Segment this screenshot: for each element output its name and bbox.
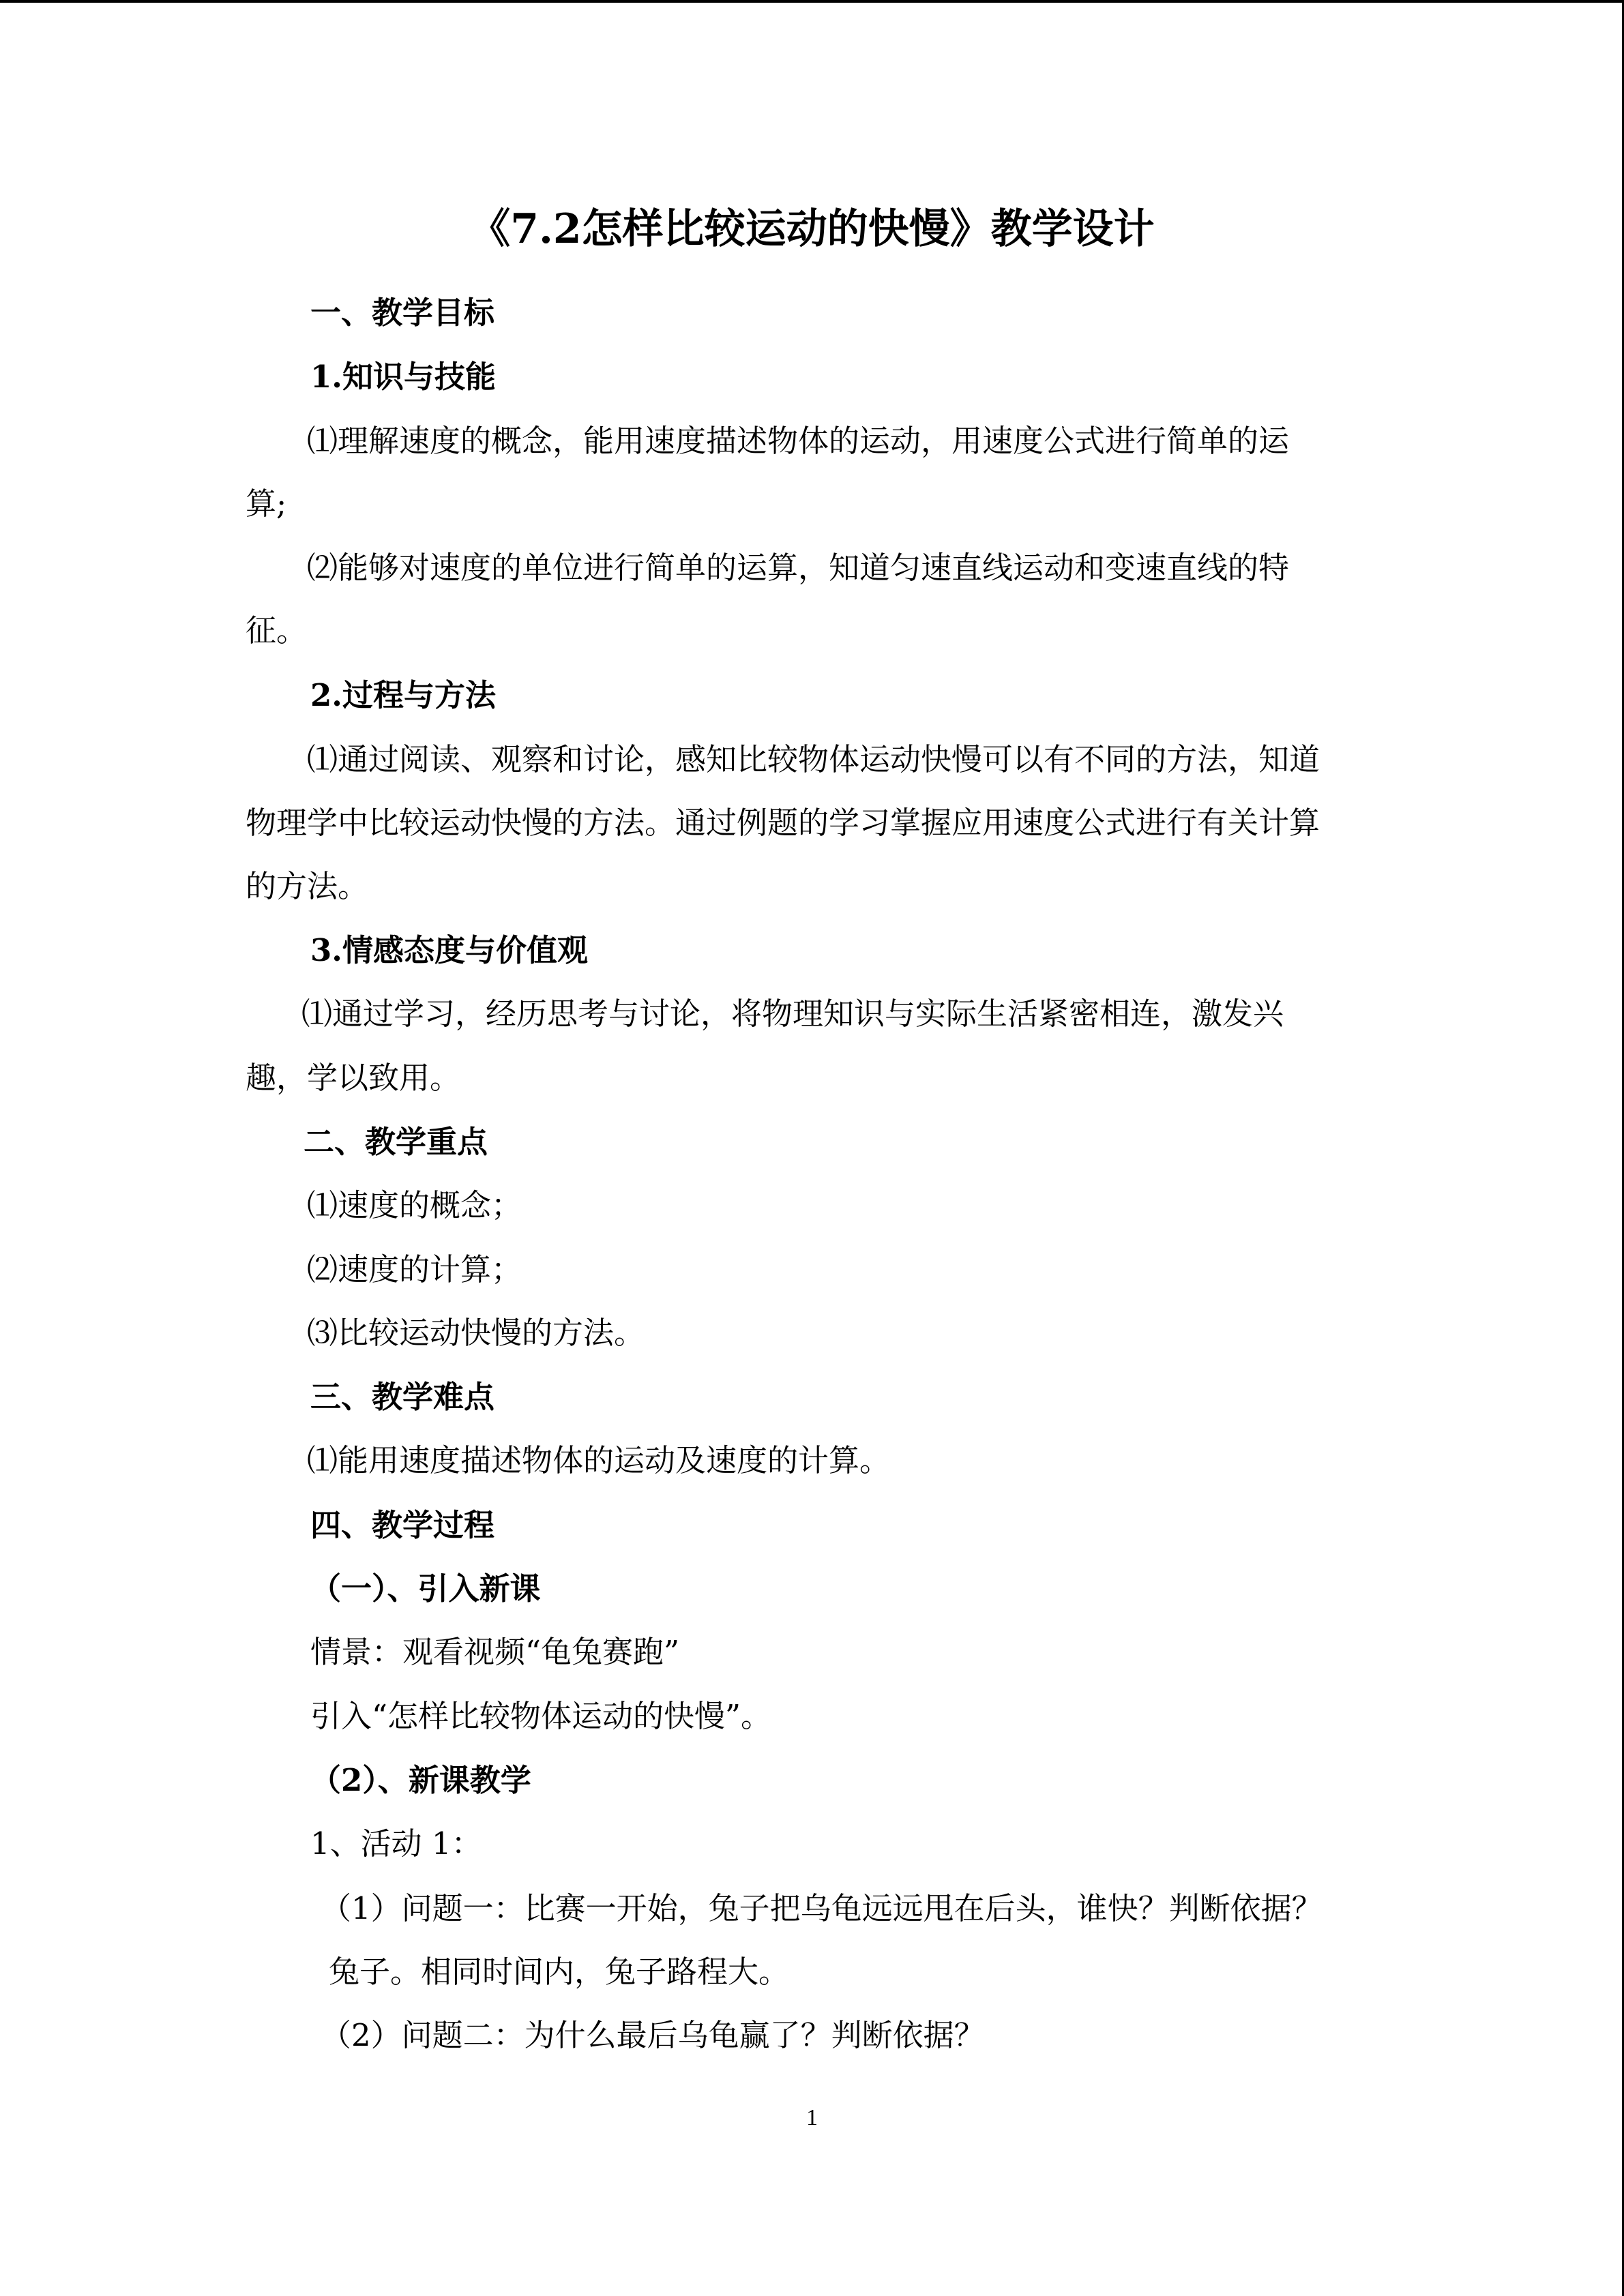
paragraph-line: 趣，学以致用。 (246, 1060, 461, 1096)
subheading-new-lesson: （2）、新课教学 (310, 1762, 531, 1798)
paragraph-line: 的方法。 (246, 868, 369, 904)
heading-teaching-process: 四、教学过程 (310, 1507, 495, 1543)
paragraph-line: ⑵能够对速度的单位进行简单的运算，知道匀速直线运动和变速直线的特 (307, 550, 1290, 586)
subheading-introduction: （一）、引入新课 (310, 1570, 541, 1607)
page-number: 1 (806, 2105, 818, 2130)
paragraph-line: 征。 (246, 612, 308, 648)
list-item: ⑴能用速度描述物体的运动及速度的计算。 (307, 1442, 891, 1478)
paragraph-line: ⑴理解速度的概念，能用速度描述物体的运动，用速度公式进行简单的运 (307, 423, 1290, 459)
list-item: ⑵速度的计算； (307, 1251, 522, 1287)
paragraph-line: ⑴通过学习，经历思考与讨论，将物理知识与实际生活紧密相连，激发兴 (301, 996, 1284, 1032)
paragraph-line: （2）问题二：为什么最后乌龟赢了？判断依据？ (321, 2017, 985, 2053)
paragraph-line: ⑴通过阅读、观察和讨论，感知比较物体运动快慢可以有不同的方法，知道 (307, 741, 1320, 777)
paragraph-line: 引入“怎样比较物体运动的快慢”。 (310, 1698, 772, 1734)
heading-difficulties: 三、教学难点 (310, 1379, 495, 1415)
paragraph-line: 情景：观看视频“龟兔赛跑” (310, 1634, 680, 1670)
document-title: 《7.2怎样比较运动的快慢》教学设计 (469, 205, 1155, 253)
paragraph-line: （1）问题一：比赛一开始，兔子把乌龟远远甩在后头，谁快？判断依据？ (321, 1890, 1323, 1926)
list-item: ⑶比较运动快慢的方法。 (307, 1315, 645, 1351)
subheading-knowledge-skills: 1.知识与技能 (310, 359, 496, 395)
paragraph-line: 兔子。相同时间内，兔子路程大。 (329, 1954, 790, 1990)
heading-key-points: 二、教学重点 (304, 1124, 488, 1160)
paragraph-line: 物理学中比较运动快慢的方法。通过例题的学习掌握应用速度公式进行有关计算 (246, 805, 1320, 841)
paragraph-line: 算; (246, 486, 287, 522)
subheading-process-methods: 2.过程与方法 (310, 677, 496, 713)
paragraph-line: 1、活动 1： (310, 1825, 482, 1862)
subheading-emotions-values: 3.情感态度与价值观 (310, 932, 588, 968)
list-item: ⑴速度的概念； (307, 1187, 522, 1223)
heading-teaching-objectives: 一、教学目标 (310, 295, 495, 331)
